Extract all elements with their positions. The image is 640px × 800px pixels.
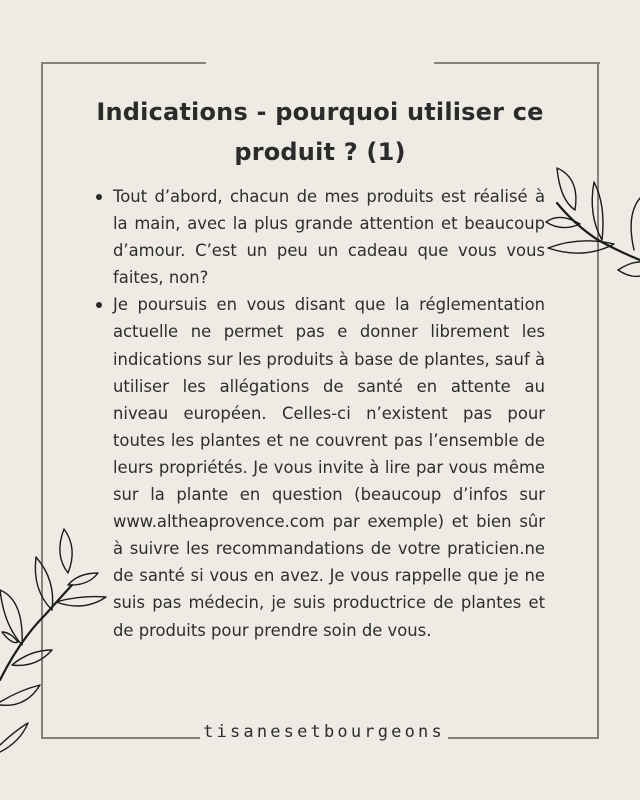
indications-list [113,183,545,644]
leaf-branch-top-right-icon [546,168,640,276]
page-title: Indications - pourquoi utiliser ce produit ? (1) [96,98,544,166]
list-item [113,183,545,291]
list-item [113,291,545,643]
bullet-text: Tout d’abord, chacun de mes produits est réalisé à la main, avec la plus grande attention et beaucoup d’amour. C’est un peu un cadeau que vous vous faites, non? [113,187,545,288]
bullet-icon [96,194,102,200]
bullet-text: Je poursuis en vous disant que la réglementation actuelle ne permet pas e donner librement les indications sur les produits à base de plantes, sauf à utiliser les allégations de santé en attente au niveau européen. Celles-ci n’existent pas pour toutes les plantes et ne couvrent pas l’ensemble de leurs propriétés. Je vous invite à lire par vous même sur la plante en question (beaucoup d’infos sur www.altheaprovence.com par exemple) et bien sûr à suivre les recommandations de votre praticien.ne de santé si vous en avez. Je vous rappelle que je ne suis pas médecin, je suis productrice de plantes et de produits pour prendre soin de vous. [113,295,545,640]
leaf-branch-bottom-left-icon [0,529,106,752]
brand-footer: tisanesetbourgeons [200,722,448,742]
